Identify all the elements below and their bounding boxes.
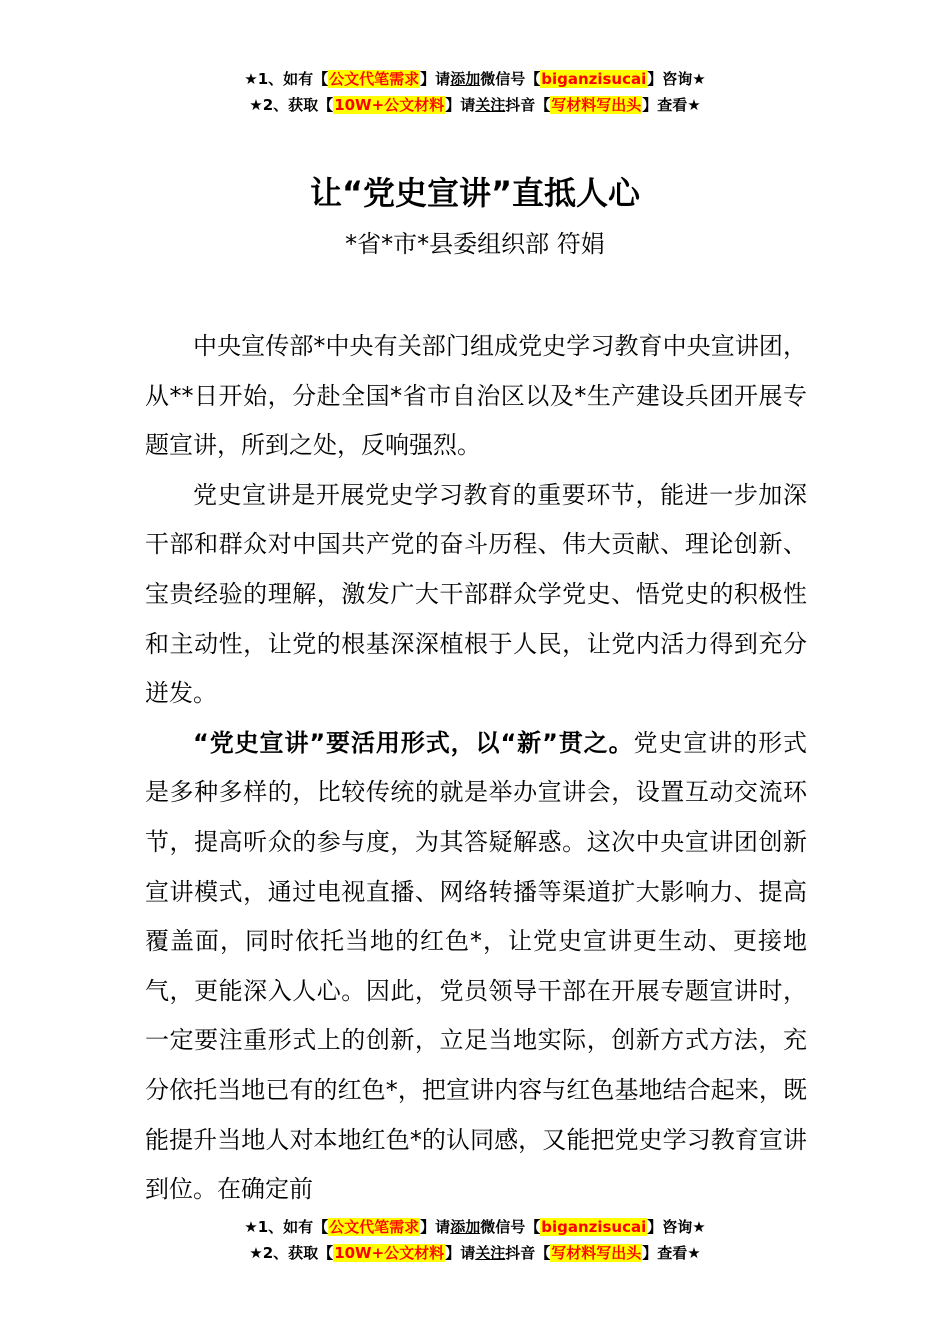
banner-text: 微信号【 xyxy=(480,70,541,88)
banner-text: 微信号【 xyxy=(480,1218,541,1236)
document-title: 让“党史宣讲”直抵人心 xyxy=(309,174,641,212)
banner-text: 】请 xyxy=(445,96,476,114)
banner-underlined: 关注 xyxy=(475,1244,506,1262)
header-banner xyxy=(0,66,950,118)
paragraph: 中央宣传部*中央有关部门组成党史学习教育中央宣讲团，从**日开始，分赴全国*省市自治区以及*生产建设兵团开展专题宣讲，所到之处，反响强烈。 xyxy=(145,332,807,460)
document-author: *省*市*县委组织部 符娟 xyxy=(345,230,605,258)
banner-line-1 xyxy=(0,66,950,92)
banner-line-2 xyxy=(0,92,950,118)
banner-text: 】请 xyxy=(420,1218,451,1236)
banner-text: 抖音【 xyxy=(505,96,551,114)
banner-underlined: 添加 xyxy=(450,70,481,88)
paragraph: 党史宣讲是开展党史学习教育的重要环节，能进一步加深干部和群众对中国共产党的奋斗历程、伟大贡献、理论创新、宝贵经验的理解，激发广大干部群众学党史、悟党史的积极性和主动性，让党的根基深深植根于人民，让党内活力得到充分迸发。 xyxy=(145,480,807,708)
banner-highlight: 公文代笔需求 xyxy=(329,70,420,88)
banner-text: 】请 xyxy=(445,1244,476,1262)
banner-highlight: 10W+公文材料 xyxy=(334,96,445,114)
banner-underlined: 添加 xyxy=(450,1218,481,1236)
banner-line-2 xyxy=(0,1240,950,1266)
banner-text: 】咨询★ xyxy=(647,1218,706,1236)
banner-text: 】查看★ xyxy=(642,1244,701,1262)
banner-highlight: biganzisucai xyxy=(541,1218,647,1236)
banner-text: 抖音【 xyxy=(505,1244,551,1262)
banner-text: ★2、获取【 xyxy=(249,96,334,114)
document-body xyxy=(145,322,807,1215)
banner-highlight: 写材料写出头 xyxy=(551,1244,642,1262)
banner-text: ★2、获取【 xyxy=(249,1244,334,1262)
paragraph-text: 党史宣讲的形式是多种多样的，比较传统的就是举办宣讲会，设置互动交流环节，提高听众的参与度，为其答疑解惑。这次中央宣讲团创新宣讲模式，通过电视直播、网络转播等渠道扩大影响力、提高覆盖面，同时依托当地的红色*，让党史宣讲更生动、更接地气，更能深入人心。因此，党员领导干部在开展专题宣讲时，一定要注重形式上的创新，立足当地实际，创新方式方法，充分依托当地已有的红色*，把宣讲内容与红色基地结合起来，既能提升当地人对本地红色*的认同感，又能把党史学习教育宣讲到位。在确定前 xyxy=(145,728,808,1204)
banner-text: ★1、如有【 xyxy=(244,70,329,88)
footer-banner xyxy=(0,1214,950,1266)
banner-text: 】咨询★ xyxy=(647,70,706,88)
banner-text: ★1、如有【 xyxy=(244,1218,329,1236)
paragraph xyxy=(145,719,807,1215)
banner-highlight: biganzisucai xyxy=(541,70,647,88)
banner-highlight: 写材料写出头 xyxy=(551,96,642,114)
banner-text: 】请 xyxy=(420,70,451,88)
banner-line-1 xyxy=(0,1214,950,1240)
paragraph-lead: “党史宣讲”要活用形式，以“新”贯之。 xyxy=(193,728,634,757)
banner-underlined: 关注 xyxy=(475,96,506,114)
banner-highlight: 10W+公文材料 xyxy=(334,1244,445,1262)
banner-text: 】查看★ xyxy=(642,96,701,114)
banner-highlight: 公文代笔需求 xyxy=(329,1218,420,1236)
